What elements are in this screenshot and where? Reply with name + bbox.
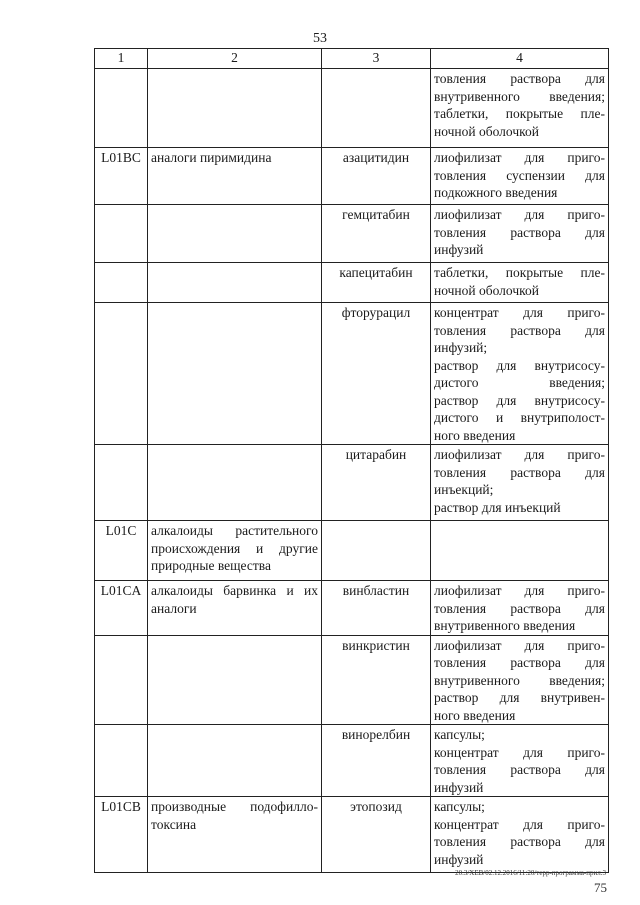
- code-cell: [95, 148, 148, 205]
- page-number: 53: [313, 31, 327, 46]
- code-cell: [95, 581, 148, 636]
- atc-code: L01C: [105, 523, 137, 538]
- group-line: алкалоиды растительного: [151, 523, 318, 538]
- code-cell: [95, 69, 148, 148]
- atc-code: L01CB: [101, 799, 141, 814]
- form-line: инфузий: [434, 242, 484, 257]
- drug-cell: [322, 725, 431, 797]
- group-line: природные вещества: [151, 558, 271, 573]
- forms-cell: [431, 205, 609, 263]
- group-cell: [148, 205, 322, 263]
- code-cell: [95, 521, 148, 581]
- form-line: ного введения: [434, 707, 516, 723]
- form-line: лиофилизат для приго-: [434, 447, 605, 462]
- group-line: происхождения и другие: [151, 540, 318, 556]
- drug-name: винорелбин: [341, 727, 411, 742]
- forms-cell: [431, 445, 609, 521]
- form-line: раствор для внутрисосу-: [434, 392, 605, 408]
- table-row: [95, 581, 609, 636]
- form-line: лиофилизат для приго-: [434, 583, 605, 598]
- atc-code: L01CA: [100, 583, 142, 598]
- form-line: внутривенного введения: [434, 618, 576, 633]
- form-line: инфузий;: [434, 340, 488, 355]
- form-line: товления раствора для: [434, 834, 605, 849]
- code-cell: [95, 263, 148, 303]
- form-line: инфузий: [434, 851, 484, 867]
- drug-cell: [322, 148, 431, 205]
- forms-cell: [431, 581, 609, 636]
- form-line: подкожного введения: [434, 185, 558, 200]
- column-header-1: 1: [95, 49, 148, 69]
- form-line: таблетки, покрытые пле-: [434, 106, 605, 121]
- drug-name: азацитидин: [342, 150, 410, 165]
- form-line: товления раствора для: [434, 655, 605, 670]
- form-line: внутривенного введения;: [434, 88, 605, 104]
- drug-cell: [322, 521, 431, 581]
- drug-cell: [322, 69, 431, 148]
- form-line: лиофилизат для приго-: [434, 637, 605, 653]
- form-line: концентрат для приго-: [434, 816, 605, 832]
- drug-name: капецитабин: [339, 265, 413, 280]
- group-cell: [148, 797, 322, 873]
- forms-cell: [431, 263, 609, 303]
- forms-cell: [431, 635, 609, 725]
- form-line: ночной оболочкой: [434, 282, 539, 298]
- drug-name: цитарабин: [345, 447, 407, 462]
- form-line: дистого и внутриполост-: [434, 410, 605, 425]
- form-line: внутривенного введения;: [434, 672, 605, 688]
- code-cell: [95, 445, 148, 521]
- sheet-number: 75: [594, 880, 607, 895]
- form-line: капсулы;: [434, 727, 485, 742]
- group-line: токсина: [151, 816, 197, 832]
- form-line: инфузий: [434, 779, 484, 795]
- form-line: раствор для инъекций: [434, 499, 561, 515]
- form-line: лиофилизат для приго-: [434, 207, 605, 222]
- group-cell: [148, 635, 322, 725]
- form-line: товления раствора для: [434, 762, 605, 777]
- table-row: [95, 445, 609, 521]
- form-line: ночной оболочкой: [434, 123, 539, 139]
- table-row: [95, 725, 609, 797]
- forms-cell: [431, 521, 609, 581]
- column-header-3: 3: [322, 49, 431, 69]
- drug-cell: [322, 205, 431, 263]
- drug-table: [94, 48, 609, 873]
- table-row: [95, 635, 609, 725]
- drug-name: этопозид: [350, 799, 402, 814]
- column-header-2: 2: [148, 49, 322, 69]
- group-cell: [148, 303, 322, 445]
- table-row: [95, 69, 609, 148]
- form-line: товления раствора для: [434, 464, 605, 480]
- drug-name: гемцитабин: [342, 207, 410, 222]
- form-line: товления раствора для: [434, 224, 605, 240]
- form-line: концентрат для приго-: [434, 744, 605, 760]
- code-cell: [95, 303, 148, 445]
- column-header-4: 4: [431, 49, 609, 69]
- group-cell: [148, 69, 322, 148]
- group-cell: [148, 263, 322, 303]
- group-line: аналоги пиримидина: [151, 150, 272, 165]
- group-cell: [148, 725, 322, 797]
- group-cell: [148, 521, 322, 581]
- forms-cell: [431, 303, 609, 445]
- form-line: таблетки, покрытые пле-: [434, 265, 605, 280]
- form-line: инъекций;: [434, 482, 494, 497]
- group-cell: [148, 581, 322, 636]
- form-line: капсулы;: [434, 799, 485, 814]
- code-cell: [95, 205, 148, 263]
- table-row: [95, 263, 609, 303]
- drug-cell: [322, 797, 431, 873]
- drug-cell: [322, 445, 431, 521]
- drug-cell: [322, 581, 431, 636]
- forms-cell: [431, 69, 609, 148]
- group-cell: [148, 445, 322, 521]
- form-line: раствор для внутрисосу-: [434, 357, 605, 373]
- form-line: концентрат для приго-: [434, 305, 605, 320]
- atc-code: L01BC: [101, 150, 141, 165]
- forms-cell: [431, 148, 609, 205]
- group-cell: [148, 148, 322, 205]
- form-line: товления раствора для: [434, 600, 605, 616]
- forms-cell: [431, 797, 609, 873]
- form-line: товления раствора для: [434, 71, 605, 86]
- drug-cell: [322, 303, 431, 445]
- form-line: раствор для внутривен-: [434, 690, 605, 705]
- table-header-row: [95, 49, 609, 69]
- drug-cell: [322, 263, 431, 303]
- form-line: товления раствора для: [434, 322, 605, 338]
- table-body: [95, 69, 609, 873]
- code-cell: [95, 725, 148, 797]
- footer-meta: 20.3/ХЕВ/02.12.2016/11:20/терр-программа-прил.3: [455, 869, 606, 877]
- code-cell: [95, 797, 148, 873]
- drug-name: винкристин: [342, 637, 410, 653]
- table-row: [95, 148, 609, 205]
- code-cell: [95, 635, 148, 725]
- table-row: [95, 303, 609, 445]
- group-line: производные подофилло-: [151, 799, 318, 814]
- group-line: аналоги: [151, 600, 197, 616]
- table-row: [95, 521, 609, 581]
- forms-cell: [431, 725, 609, 797]
- drug-name: винбластин: [342, 583, 410, 598]
- form-line: лиофилизат для приго-: [434, 150, 605, 165]
- form-line: ного введения: [434, 427, 516, 443]
- form-line: товления суспензии для: [434, 167, 605, 183]
- form-line: дистого введения;: [434, 375, 605, 390]
- drug-cell: [322, 635, 431, 725]
- group-line: алкалоиды барвинка и их: [151, 583, 318, 598]
- drug-name: фторурацил: [341, 305, 411, 320]
- table-row: [95, 205, 609, 263]
- table-row: [95, 797, 609, 873]
